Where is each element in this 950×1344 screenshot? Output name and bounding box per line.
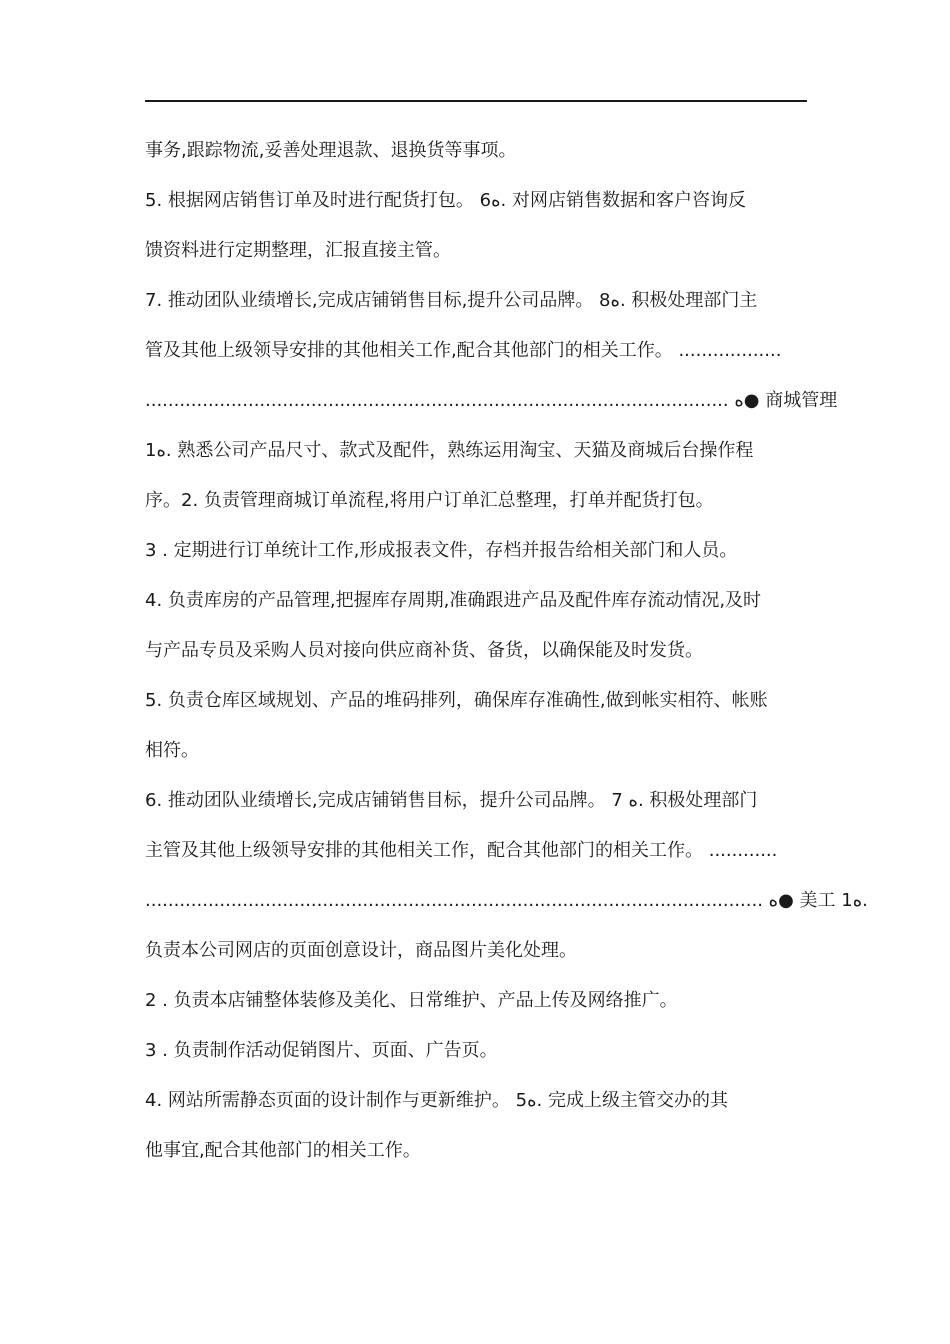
- text-line-3: 馈资料进行定期整理，汇报直接主管。: [145, 240, 451, 261]
- text-line-7: 1ه. 熟悉公司产品尺寸、款式及配件，熟练运用淘宝、天猫及商城后台操作程: [145, 440, 754, 461]
- text-line-17: 负责本公司网店的页面创意设计，商品图片美化处理。: [145, 940, 577, 961]
- text-line-2: 5. 根据网店销售订单及时进行配货打包。 6ه. 对网店销售数据和客户咨询反: [145, 190, 746, 211]
- text-line-9: 3 . 定期进行订单统计工作,形成报表文件，存档并报告给相关部门和人员。: [145, 540, 738, 561]
- text-line-12: 5. 负责仓库区域规划、产品的堆码排列，确保库存准确性,做到帐实相符、帐账: [145, 690, 768, 711]
- text-line-6: ...................................................................................................... ه● 商城管理: [145, 390, 838, 411]
- text-line-20: 4. 网站所需静态页面的设计制作与更新维护。 5ه. 完成上级主管交办的其: [145, 1090, 728, 1111]
- text-line-15: 主管及其他上级领导安排的其他相关工作，配合其他部门的相关工作。 ............: [145, 840, 778, 861]
- header-rule: [145, 100, 807, 102]
- text-line-10: 4. 负责库房的产品管理,把握库存周期,准确跟进产品及配件库存流动情况,及时: [145, 590, 762, 611]
- text-line-11: 与产品专员及采购人员对接向供应商补货、备货，以确保能及时发货。: [145, 640, 703, 661]
- text-line-13: 相符。: [145, 740, 199, 761]
- text-line-4: 7. 推动团队业绩增长,完成店铺销售目标,提升公司品牌。 8ه. 积极处理部门主: [145, 290, 758, 311]
- text-line-19: 3 . 负责制作活动促销图片、页面、广告页。: [145, 1040, 498, 1061]
- text-line-1: 事务,跟踪物流,妥善处理退款、退换货等事项。: [145, 140, 517, 161]
- document-body: [145, 132, 868, 1182]
- text-line-18: 2 . 负责本店铺整体装修及美化、日常维护、产品上传及网络推广。: [145, 990, 678, 1011]
- text-line-21: 他事宜,配合其他部门的相关工作。: [145, 1140, 421, 1161]
- text-line-5: 管及其他上级领导安排的其他相关工作,配合其他部门的相关工作。 ..................: [145, 340, 782, 361]
- text-line-14: 6. 推动团队业绩增长,完成店铺销售目标，提升公司品牌。 7 ه. 积极处理部门: [145, 790, 758, 811]
- text-line-8: 序。2. 负责管理商城订单流程,将用户订单汇总整理，打单并配货打包。: [145, 490, 714, 511]
- text-line-16: ............................................................................................................ ه● 美工 1ه.: [145, 890, 868, 911]
